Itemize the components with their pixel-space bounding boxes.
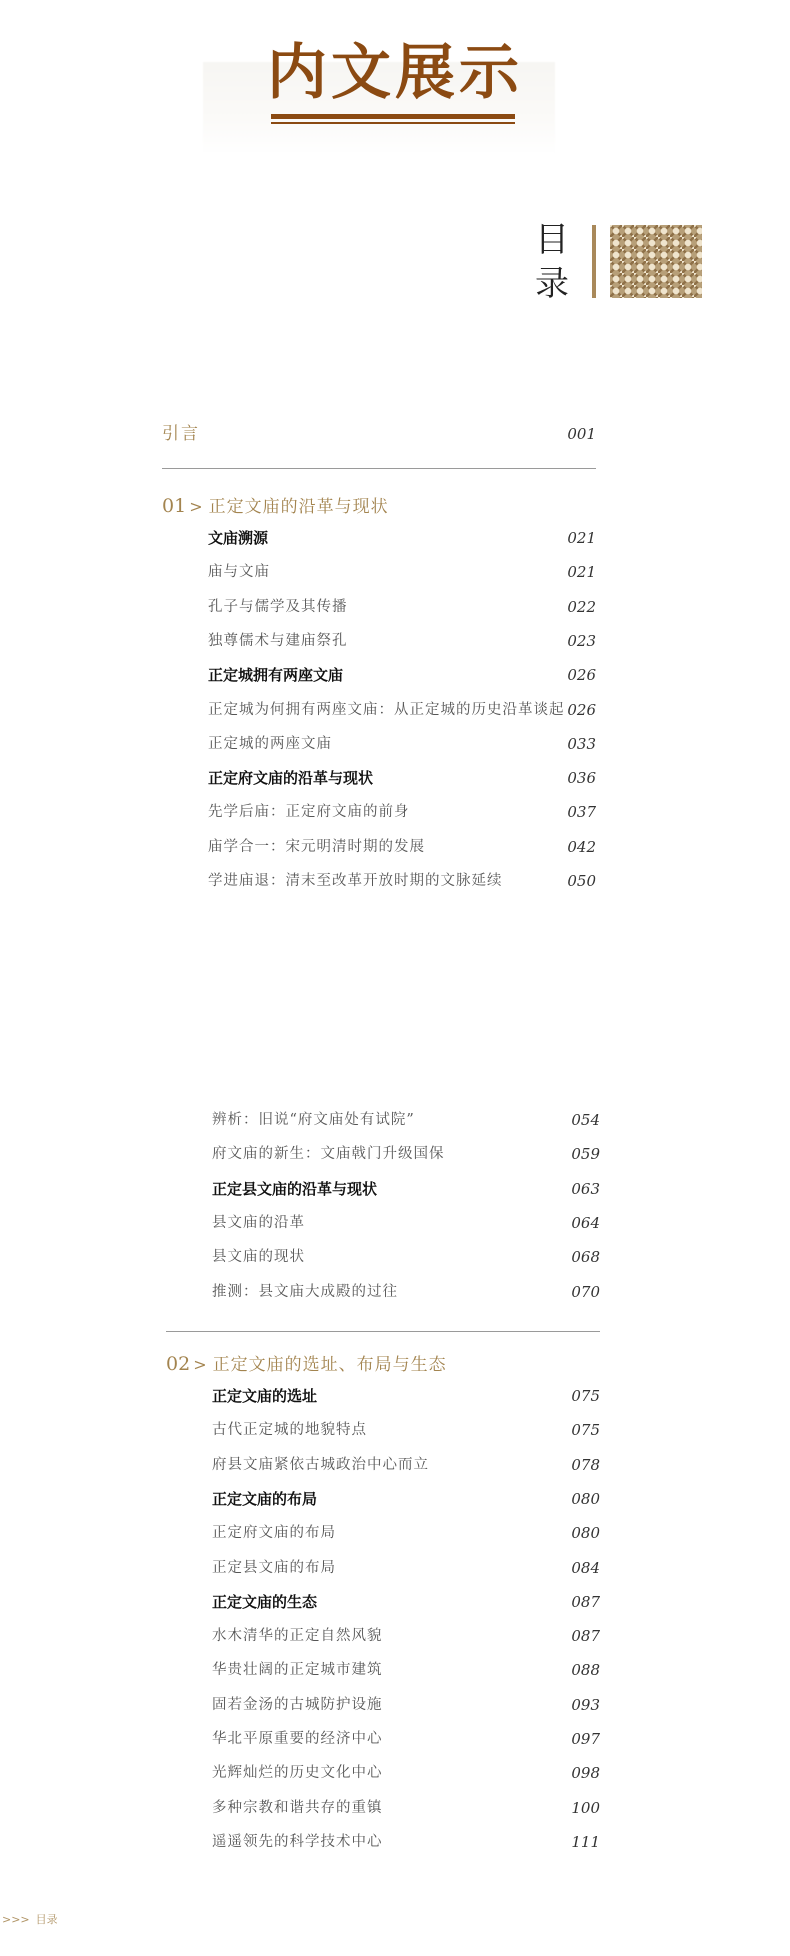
toc-entry-page: 064 — [571, 1213, 600, 1232]
toc-entry-title: 推测：县文庙大成殿的过往 — [212, 1283, 398, 1300]
toc-entry-page: 093 — [571, 1695, 600, 1714]
toc-entry[interactable] — [212, 1487, 600, 1511]
toc-entry[interactable] — [212, 1453, 600, 1477]
toc-entry-title: 华贵壮阔的正定城市建筑 — [212, 1662, 383, 1679]
toc-entry-title: 正定文庙的布局 — [212, 1489, 318, 1508]
toc-entry[interactable] — [208, 869, 596, 893]
chapter-number: 01 — [162, 495, 187, 517]
divider — [166, 1331, 600, 1332]
toc-entry[interactable] — [208, 732, 596, 756]
toc-entry-title: 先学后庙：正定府文庙的前身 — [208, 804, 410, 821]
toc-entry-title: 水木清华的正定自然风貌 — [212, 1628, 383, 1645]
toc-entry[interactable] — [212, 1693, 600, 1717]
toc-entry[interactable] — [212, 1245, 600, 1269]
toc-entry[interactable] — [208, 595, 596, 619]
toc-entry-page: 075 — [571, 1387, 600, 1405]
footer-breadcrumb[interactable] — [2, 1911, 58, 1927]
toc-entry-intro[interactable] — [162, 422, 596, 446]
toc-entry-title: 县文庙的沿革 — [212, 1214, 305, 1231]
toc-entry-title: 正定文庙的生态 — [212, 1592, 318, 1611]
toc-entry-page: 001 — [567, 425, 596, 443]
toc-entry-page: 087 — [571, 1592, 600, 1611]
toc-entry-page: 021 — [567, 529, 596, 547]
toc-entry-page: 059 — [571, 1145, 600, 1164]
toc-entry-page: 087 — [571, 1627, 600, 1646]
toc-entry-title: 正定府文庙的沿革与现状 — [208, 769, 374, 788]
toc-entry-title: 正定府文庙的布局 — [212, 1525, 336, 1542]
toc-entry-page: 098 — [571, 1764, 600, 1783]
toc-entry[interactable] — [212, 1177, 600, 1201]
toc-entry-title: 正定县文庙的布局 — [212, 1559, 336, 1576]
toc-entry-page: 037 — [567, 803, 596, 822]
toc-entry[interactable] — [208, 629, 596, 653]
toc-entry-title: 府县文庙紧依古城政治中心而立 — [212, 1456, 429, 1473]
toc-entry-page: 100 — [571, 1798, 600, 1817]
chapter-number: 02 — [166, 1353, 191, 1375]
toc-entry-page: 097 — [571, 1730, 600, 1748]
title-underline-thick — [271, 114, 515, 119]
toc-entry[interactable] — [212, 1211, 600, 1235]
toc-entry[interactable] — [212, 1280, 600, 1304]
chapter-heading-02[interactable] — [166, 1351, 447, 1377]
toc-entry-page: 080 — [571, 1489, 600, 1508]
toc-entry-title: 正定县文庙的沿革与现状 — [212, 1179, 378, 1198]
toc-entry-page: 050 — [567, 872, 596, 890]
toc-entry-title: 文庙溯源 — [208, 529, 269, 547]
toc-entry-title: 县文庙的现状 — [212, 1249, 305, 1266]
toc-entry-page: 026 — [567, 700, 596, 719]
toc-entry-page: 063 — [571, 1179, 600, 1198]
chevron-right-icon: > — [193, 1355, 207, 1374]
toc-entry-title: 正定城的两座文庙 — [208, 735, 332, 752]
toc-entry[interactable] — [212, 1624, 600, 1648]
toc-heading-char-2: 录 — [535, 264, 569, 304]
toc-heading-char-1: 目 — [535, 220, 569, 260]
toc-entry-title: 孔子与儒学及其传播 — [208, 598, 348, 615]
toc-entry-page: 078 — [571, 1455, 600, 1474]
toc-entry[interactable] — [212, 1418, 600, 1442]
toc-entry-title: 庙与文庙 — [208, 564, 270, 581]
toc-entry-page: 022 — [567, 597, 596, 616]
toc-entry-page: 068 — [571, 1248, 600, 1267]
toc-entry[interactable] — [212, 1727, 600, 1751]
toc-entry[interactable] — [212, 1108, 600, 1132]
toc-entry-title: 正定城为何拥有两座文庙：从正定城的历史沿革谈起 — [208, 701, 565, 718]
toc-entry-page: 111 — [571, 1832, 600, 1851]
chapter-title: 正定文庙的选址、布局与生态 — [212, 1355, 447, 1375]
toc-entry-page: 021 — [567, 563, 596, 582]
toc-entry-page: 033 — [567, 734, 596, 753]
chapter-heading-01[interactable] — [162, 493, 389, 519]
toc-entry-page: 080 — [571, 1524, 600, 1543]
toc-entry[interactable] — [212, 1556, 600, 1580]
toc-entry[interactable] — [212, 1796, 600, 1820]
toc-entry[interactable] — [212, 1521, 600, 1545]
toc-entry-page: 036 — [567, 769, 596, 788]
toc-entry-title: 学进庙退：清末至改革开放时期的文脉延续 — [208, 873, 503, 889]
title-underline-thin — [271, 122, 515, 124]
divider — [162, 468, 596, 469]
toc-entry-title: 庙学合一：宋元明清时期的发展 — [208, 838, 425, 855]
toc-entry-page: 088 — [571, 1661, 600, 1680]
toc-entry[interactable] — [208, 698, 596, 722]
toc-entry[interactable] — [208, 766, 596, 790]
toc-entry-page: 023 — [567, 631, 596, 650]
toc-entry[interactable] — [212, 1830, 600, 1854]
toc-entry[interactable] — [208, 560, 596, 584]
toc-entry[interactable] — [208, 663, 596, 687]
toc-entry-title: 古代正定城的地貌特点 — [212, 1422, 367, 1439]
toc-entry-title: 辨析：旧说“府文庙处有试院” — [212, 1112, 415, 1128]
toc-entry-title: 华北平原重要的经济中心 — [212, 1731, 383, 1747]
toc-entry-page: 075 — [571, 1421, 600, 1440]
toc-entry-title: 引言 — [162, 424, 200, 444]
page-title: 内文展示 — [267, 38, 523, 108]
toc-entry[interactable] — [212, 1658, 600, 1682]
toc-entry[interactable] — [212, 1384, 600, 1408]
toc-entry-title: 独尊儒术与建庙祭孔 — [208, 632, 348, 649]
toc-entry[interactable] — [208, 835, 596, 859]
toc-decorative-pattern — [610, 225, 702, 298]
toc-entry-title: 固若金汤的古城防护设施 — [212, 1696, 383, 1713]
toc-entry-title: 遥遥领先的科学技术中心 — [212, 1833, 383, 1850]
toc-entry-title: 多种宗教和谐共存的重镇 — [212, 1799, 383, 1816]
toc-heading — [532, 218, 572, 306]
footer-label: 目录 — [35, 1913, 58, 1926]
toc-entry-page: 070 — [571, 1282, 600, 1301]
toc-entry-title: 府文庙的新生：文庙戟门升级国保 — [212, 1146, 445, 1163]
toc-entry[interactable] — [212, 1590, 600, 1614]
toc-entry[interactable] — [212, 1761, 600, 1785]
toc-entry-page: 042 — [567, 837, 596, 856]
toc-entry[interactable] — [212, 1142, 600, 1166]
toc-entry-title: 光辉灿烂的历史文化中心 — [212, 1765, 383, 1782]
chevron-right-icon: > — [189, 497, 203, 516]
toc-entry-title: 正定城拥有两座文庙 — [208, 666, 344, 685]
toc-entry[interactable] — [208, 526, 596, 550]
chapter-title: 正定文庙的沿革与现状 — [208, 497, 389, 517]
toc-entry[interactable] — [208, 800, 596, 824]
toc-accent-bar — [592, 225, 596, 298]
toc-entry-page: 054 — [571, 1111, 600, 1129]
triple-chevron-icon: >>> — [2, 1913, 30, 1926]
toc-entry-page: 026 — [567, 666, 596, 685]
toc-entry-page: 084 — [571, 1558, 600, 1577]
toc-entry-title: 正定文庙的选址 — [212, 1387, 318, 1405]
